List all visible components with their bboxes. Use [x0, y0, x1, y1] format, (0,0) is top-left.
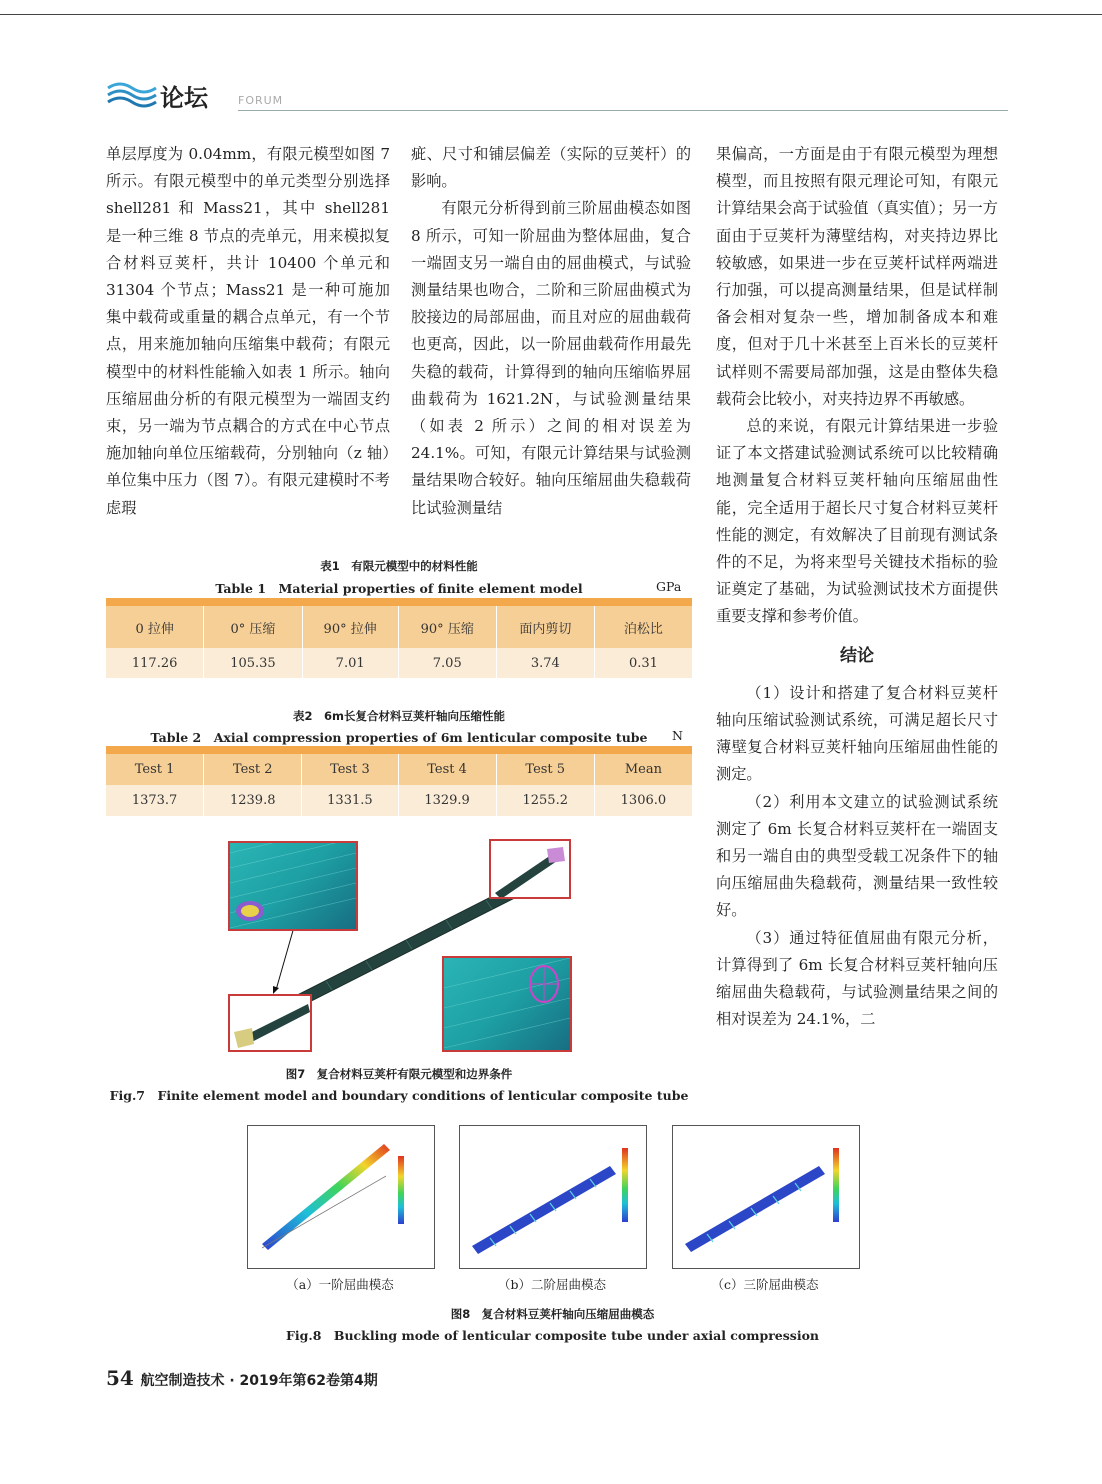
fig7-caption-en: Fig.7 Finite element model and boundary conditions of lenticular composite tube [109, 1088, 689, 1103]
section-header [106, 80, 1006, 110]
paragraph: 总的来说，有限元计算结果进一步验证了本文搭建试验测试系统可以比较精确地测量复合材料豆荚杆轴向压缩屈曲性能，完全适用于超长尺寸复合材料豆荚杆性能的测定，有效解决了目前现有测试条件的不足，为将来型号关键技术指标的验证奠定了基础，为试验测试技术方面提供重要支撑和参考价值。 [716, 417, 998, 626]
fig8-caption-zh: 图8 复合材料豆荚杆轴向压缩屈曲模态 [450, 1307, 655, 1321]
paragraph: 疵、尺寸和铺层偏差（实际的豆荚杆）的影响。 [411, 145, 691, 191]
fig8-panel-c [672, 1125, 860, 1269]
table-cell: 1373.7 [106, 785, 204, 816]
text-column-3 [716, 141, 998, 1034]
text-column-1 [106, 141, 390, 522]
buckling-mode-3-plot [673, 1126, 859, 1268]
conclusion-heading: 结论 [840, 645, 874, 666]
table-cell: 3.74 [496, 648, 594, 678]
table-cell: 0.31 [594, 648, 692, 678]
table-header-cell: 0 拉伸 [106, 606, 204, 648]
buckling-mode-1-plot [248, 1126, 434, 1268]
wave-logo-icon [106, 80, 158, 110]
table2-top-bar [106, 746, 692, 754]
table-row [106, 648, 692, 678]
page-footer [106, 1366, 378, 1390]
conclusion-item: （1）设计和搭建了复合材料豆荚杆轴向压缩试验测试系统，可满足超长尺寸薄壁复合材料豆荚杆轴向压缩屈曲性能的测定。 [716, 683, 998, 784]
table-header-cell: 0° 压缩 [204, 606, 302, 648]
table1 [106, 606, 692, 678]
journal-name: 航空制造技术 · 2019年第62卷第4期 [140, 1373, 378, 1389]
table-row [106, 785, 692, 816]
table-cell: 1329.9 [398, 785, 496, 816]
top-rule [0, 14, 1102, 15]
page-number: 54 [106, 1366, 134, 1390]
paragraph: 单层厚度为 0.04mm，有限元模型如图 7 所示。有限元模型中的单元类型分别选择 shell281 和 Mass21，其中 shell281 是一种三维 8 节点的壳单元，用来模拟复合材料豆荚杆，共计 10400 个单元和 31304 个节点；Mass21 是一种可施加集中载荷或重量的耦合点单元，有一个节点，用来施加轴向压缩集中载荷；有限元模型中的材料性能输入如表 1 所示。轴向压缩屈曲分析的有限元模型为一端固支约束，另一端为节点耦合的方式在中心节点施加轴向单位压缩载荷，分别轴向（z 轴）单位集中压力（图 7）。有限元建模时不考虑瑕 [106, 145, 390, 517]
table2-unit: N [672, 728, 683, 743]
header-rule [238, 110, 1008, 111]
table-header-cell: 泊松比 [594, 606, 692, 648]
buckling-mode-2-plot [460, 1126, 646, 1268]
table-cell: 1239.8 [204, 785, 302, 816]
table-cell: 105.35 [204, 648, 302, 678]
table-header-row [106, 606, 692, 648]
table-cell: 1306.0 [594, 785, 692, 816]
text-column-2 [411, 141, 691, 522]
conclusion-item: （2）利用本文建立的试验测试系统测定了 6m 长复合材料豆荚杆在一端固支和另一端自由的典型受载工况条件下的轴向压缩屈曲失稳载荷，测量结果一致性较好。 [716, 792, 998, 920]
fig7-caption-zh: 图7 复合材料豆荚杆有限元模型和边界条件 [285, 1067, 513, 1081]
table2-caption-en: Table 2 Axial compression properties of 6m lenticular composite tube [150, 730, 648, 745]
table2-caption-zh: 表2 6m长复合材料豆荚杆轴向压缩性能 [293, 709, 505, 723]
paragraph: 有限元分析得到前三阶屈曲模态如图 8 所示，可知一阶屈曲为整体屈曲，复合一端固支另一端自由的屈曲模式，与试验测量结果也吻合，二阶和三阶屈曲模式为胶接边的局部屈曲，而且对应的屈曲载荷也更高，因此，以一阶屈曲载荷作用最先失稳的载荷，计算得到的轴向压缩临界屈曲载荷为 1621.2N，与试验测量结果（如表 2 所示）之间的相对误差为 24.1%。可知，有限元计算结果与试验测量结果吻合较好。轴向压缩屈曲失稳载荷比试验测量结 [411, 199, 691, 517]
table-header-cell: Mean [594, 754, 692, 785]
table1-unit: GPa [656, 579, 682, 594]
table-cell: 1331.5 [302, 785, 398, 816]
table-header-cell: Test 5 [496, 754, 594, 785]
fig8-subcaption-c: （c）三阶屈曲模态 [711, 1277, 819, 1292]
fig8-subcaption-a: （a）一阶屈曲模态 [286, 1277, 394, 1292]
table-header-cell: 90° 压缩 [398, 606, 496, 648]
table1-caption-en: Table 1 Material properties of finite element model [215, 581, 583, 596]
table-header-row [106, 754, 692, 785]
table-header-cell: 90° 拉伸 [302, 606, 398, 648]
table-header-cell: Test 2 [204, 754, 302, 785]
table-header-cell: Test 4 [398, 754, 496, 785]
section-title: 论坛 [160, 84, 208, 112]
table2 [106, 754, 692, 816]
table-cell: 117.26 [106, 648, 204, 678]
table1-top-bar [106, 598, 692, 606]
fig8-panel-b [459, 1125, 647, 1269]
table-header-cell: 面内剪切 [496, 606, 594, 648]
zoom-inset-loaded-end [442, 956, 572, 1052]
table1-caption-zh: 表1 有限元模型中的材料性能 [320, 559, 478, 573]
section-subtitle: FORUM [238, 94, 284, 107]
paragraph: 果偏高，一方面是由于有限元模型为理想模型，而且按照有限元理论可知，有限元计算结果会高于试验值（真实值）；另一方面由于豆荚杆为薄壁结构，对夹持边界比较敏感，如果进一步在豆荚杆试样两端进行加强，可以提高测量结果，但是试样制备会相对复杂一些，增加制备成本和难度，但对于几十米甚至上百米长的豆荚杆试样则不需要局部加强，这是由整体失稳载荷会比较小，对夹持边界不再敏感。 [716, 145, 998, 408]
table-cell: 7.05 [398, 648, 496, 678]
table-cell: 7.01 [302, 648, 398, 678]
conclusion-item: （3）通过特征值屈曲有限元分析，计算得到了 6m 长复合材料豆荚杆轴向压缩屈曲失稳载荷，与试验测量结果之间的相对误差为 24.1%，二 [716, 928, 998, 1029]
fig8-panel-a [247, 1125, 435, 1269]
zoom-inset-base [228, 994, 312, 1052]
fig7-image [226, 838, 576, 1058]
zoom-inset-free-end [489, 839, 571, 899]
table-header-cell: Test 3 [302, 754, 398, 785]
fig8-caption-en: Fig.8 Buckling mode of lenticular composite tube under axial compression [285, 1328, 820, 1343]
table-header-cell: Test 1 [106, 754, 204, 785]
table-cell: 1255.2 [496, 785, 594, 816]
fig8-subcaption-b: （b）二阶屈曲模态 [497, 1277, 606, 1292]
zoom-inset-fixed-end [228, 841, 358, 931]
